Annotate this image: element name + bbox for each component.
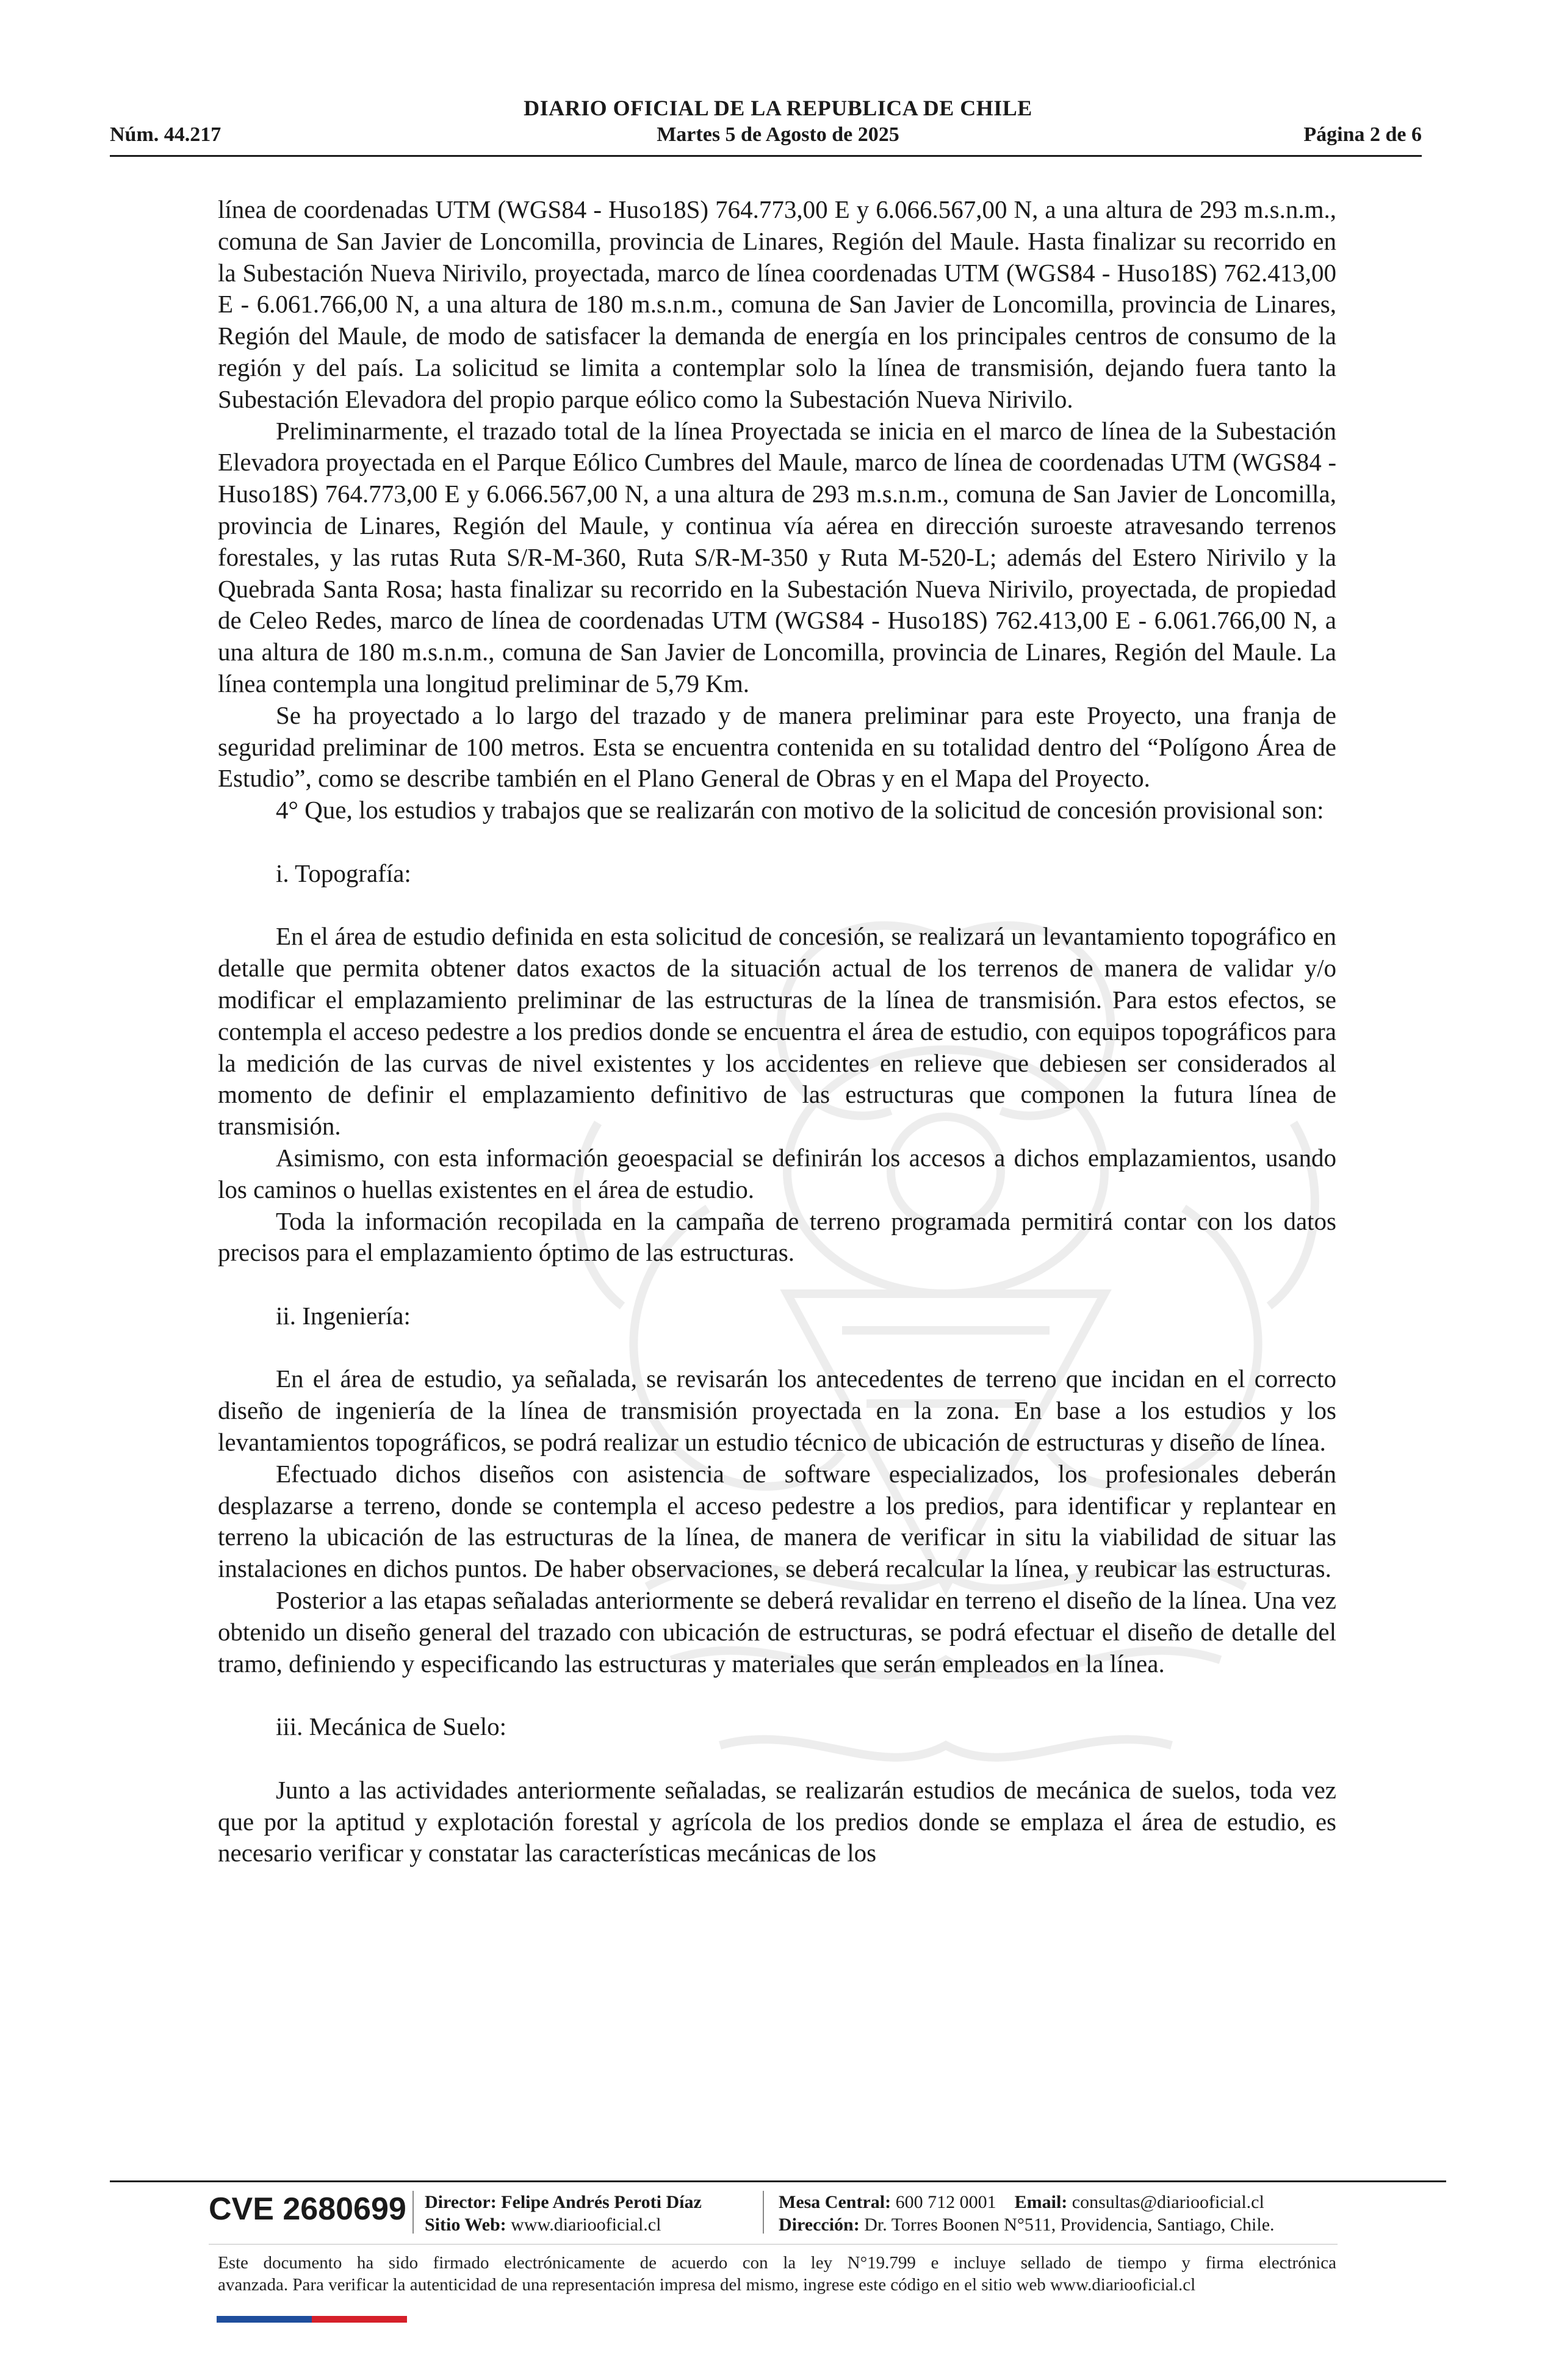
paragraph-5: En el área de estudio definida en esta solicitud de concesión, se realizará un levantamiento topográfico en detalle que permita obtener datos exactos de la situación actual de los terrenos de manera de validar y/o modificar el emplazamiento preliminar de las estructuras de la línea de transmisión. Para estos efectos, se contempla el acceso pedestre a los predios donde se encuentra el área de estudio, con equipos topográficos para la medición de las curvas de nivel existentes y los accidentes en relieve que debiesen ser considerados al momento de definir el emplazamiento definitivo de las estructuras que componen la futura línea de transmisión. [218,922,1336,1141]
page-number: Página 2 de 6 [1303,123,1422,146]
signature-note [218,2252,1336,2296]
cve-code: CVE 2680699 [209,2191,406,2227]
flag-blue-segment [217,2316,312,2323]
paragraph-9: Efectuado dichos diseños con asistencia de software especializados, los profesionales deberán desplazarse a terreno, donde se contempla el acceso pedestre a los predios, para identificar y replantear en terreno la ubicación de las estructuras de la línea, de manera de verificar in situ la viabilidad de situar las instalaciones en dichos puntos. De haber observaciones, se deberá recalcular la línea, y reubicar las estructuras. [218,1459,1336,1583]
email-link[interactable]: consultas@diariooficial.cl [1072,2192,1264,2212]
site-link[interactable]: www.diariooficial.cl [511,2215,661,2235]
paragraph-2: Preliminarmente, el trazado total de la línea Proyectada se inicia en el marco de línea de la Subestación Elevadora proyectada en el Parque Eólico Cumbres del Maule, marco de línea de coordenadas UTM (WGS84 - Huso18S) 764.773,00 E y 6.066.567,00 N, a una altura de 293 m.s.n.m., comuna de San Javier de Loncomilla, provincia de Linares, Región del Maule, y continua vía aérea en dirección suroeste atravesando terrenos forestales, y las rutas Ruta S/R-M-360, Ruta S/R-M-350 y Ruta M-520-L; además del Estero Nirivilo y la Quebrada Santa Rosa; hasta finalizar su recorrido en la Subestación Nueva Nirivilo, proyectada, de propiedad de Celeo Redes, marco de línea de coordenadas UTM (WGS84 - Huso18S) 762.413,00 E - 6.061.766,00 N, a una altura de 180 m.s.n.m., comuna de San Javier de Loncomilla, provincia de Linares, Región del Maule. La línea contempla una longitud preliminar de 5,79 Km. [218,416,1336,698]
chile-flag-bar [217,2316,407,2323]
newspaper-title: DIARIO OFICIAL DE LA REPUBLICA DE CHILE [524,96,1032,120]
paragraph-11: Junto a las actividades anteriormente señaladas, se realizarán estudios de mecánica de suelos, toda vez que por la aptitud y explotación forestal y agrícola de los predios donde se emplaza el área de estudio, es necesario verificar y constatar las características mecánicas de los [218,1775,1336,1867]
mesa-label: Mesa Central: [779,2192,891,2212]
paragraph-1: línea de coordenadas UTM (WGS84 - Huso18S) 764.773,00 E y 6.066.567,00 N, a una altura de 293 m.s.n.m., comuna de San Javier de Loncomilla, provincia de Linares, Región del Maule. Hasta finalizar su recorrido en la Subestación Nueva Nirivilo, proyectada, marco de línea coordenadas UTM (WGS84 - Huso18S) 762.413,00 E - 6.061.766,00 N, a una altura de 180 m.s.n.m., comuna de San Javier de Loncomilla, provincia de Linares, Región del Maule, de modo de satisfacer la demanda de energía en los principales centros de consumo de la región y del país. La solicitud se limita a contemplar solo la línea de transmisión, dejando fuera tanto la Subestación Elevadora del propio parque eólico como la Subestación Nueva Nirivilo. [218,195,1336,413]
email-label: Email: [1014,2192,1068,2212]
address-text: Dr. Torres Boonen N°511, Providencia, Santiago, Chile. [864,2215,1275,2235]
paragraph-10: Posterior a las etapas señaladas anteriormente se deberá revalidar en terreno el diseño de la línea. Una vez obtenido un diseño general del trazado con ubicación de estructuras, se podrá efectuar el diseño de detalle del tramo, definiendo y especificando las estructuras y materiales que serán empleados en la línea. [218,1586,1336,1678]
paragraph-8: En el área de estudio, ya señalada, se revisarán los antecedentes de terreno que incidan en el correcto diseño de ingeniería de la línea de transmisión proyectada en la zona. En base a los estudios y los levantamientos topográficos, se podrá realizar un estudio técnico de ubicación de estructuras y diseño de línea. [218,1365,1336,1457]
paragraph-3: Se ha proyectado a lo largo del trazado y de manera preliminar para este Proyecto, una franja de seguridad preliminar de 100 metros. Esta se encuentra contenida en su totalidad dentro del “Polígono Área de Estudio”, como se describe también en el Plano General de Obras y en el Mapa del Proyecto. [218,701,1336,793]
flag-red-segment [312,2316,407,2323]
site-label: Sitio Web: [425,2215,506,2235]
section-heading-ingenieria: ii. Ingeniería: [276,1301,411,1330]
document-body [218,194,1336,1869]
footer-separator [412,2191,414,2234]
header-row [110,123,1422,150]
mesa-phone: 600 712 0001 [895,2192,996,2212]
paragraph-6: Asimismo, con esta información geoespacial se definirán los accesos a dichos emplazamientos, usando los caminos o huellas existentes en el área de estudio. [218,1143,1336,1203]
footer-thin-divider [209,2244,1338,2245]
footer-separator [763,2191,764,2234]
signature-note-line-2: avanzada. Para verificar la autenticidad de una representación impresa del mismo, ingrese este código en el sitio web www.diariooficial.cl [218,2275,1196,2295]
footer-contact-block [779,2191,1275,2236]
footer-director-block [425,2191,702,2236]
signature-note-line-1: Este documento ha sido firmado electrónicamente de acuerdo con la ley N°19.799 e incluye sellado de tiempo y firma electrónica [218,2253,1336,2273]
issue-date: Martes 5 de Agosto de 2025 [657,123,899,146]
director-label: Director: [425,2192,497,2212]
paragraph-7: Toda la información recopilada en la campaña de terreno programada permitirá contar con los datos precisos para el emplazamiento óptimo de las estructuras. [218,1206,1336,1267]
paragraph-4: 4° Que, los estudios y trabajos que se realizarán con motivo de la solicitud de concesión provisional son: [276,796,1324,824]
director-name: Felipe Andrés Peroti Díaz [501,2192,702,2212]
section-heading-topografia: i. Topografía: [276,859,411,887]
address-label: Dirección: [779,2215,860,2235]
header-divider [110,155,1422,157]
issue-number: Núm. 44.217 [110,123,222,146]
footer-divider [110,2180,1446,2182]
section-heading-mecanica-de-suelo: iii. Mecánica de Suelo: [276,1712,506,1741]
